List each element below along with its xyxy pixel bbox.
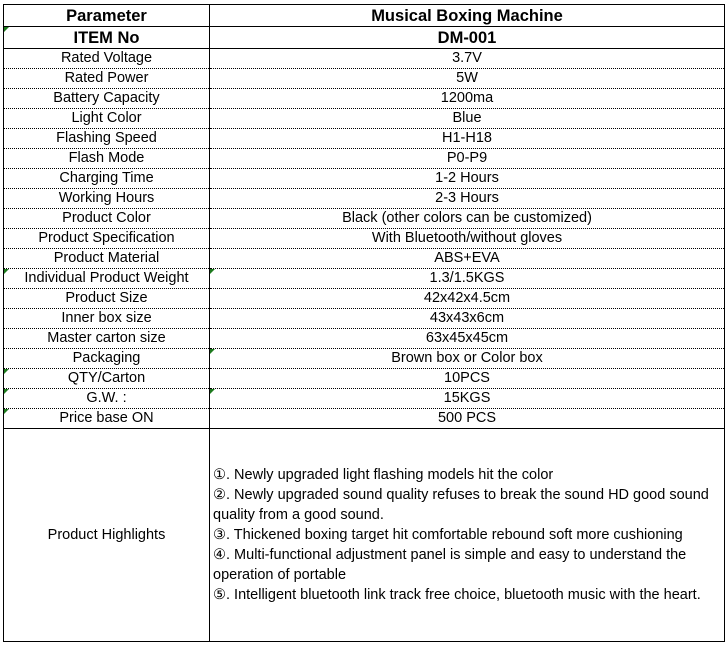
row-label: Flash Mode (4, 149, 210, 169)
row-value: Black (other colors can be customized) (210, 209, 725, 229)
highlight-item: ⑤. Intelligent bluetooth link track free choice, bluetooth music with the heart. (213, 587, 701, 603)
table-row (4, 109, 725, 129)
table-row (4, 409, 725, 429)
highlight-item: ③. Thickened boxing target hit comfortable rebound soft more cushioning (213, 527, 683, 543)
highlight-item: ①. Newly upgraded light flashing models hit the color (213, 467, 554, 483)
highlight-item: ④. Multi-functional adjustment panel is simple and easy to understand the operation of portable (213, 547, 687, 583)
cell-marker-icon (4, 389, 9, 394)
row-label: Product Material (4, 249, 210, 269)
row-label: Product Specification (4, 229, 210, 249)
highlights-text (210, 429, 725, 642)
row-label: Charging Time (4, 169, 210, 189)
row-label: Price base ON (4, 409, 210, 429)
row-label: Flashing Speed (4, 129, 210, 149)
cell-marker-icon (210, 389, 215, 394)
highlight-item: ②. Newly upgraded sound quality refuses to break the sound HD good sound quality from a good sound. (213, 487, 709, 523)
cell-marker-icon (4, 269, 9, 274)
row-value: Blue (210, 109, 725, 129)
row-label: Packaging (4, 349, 210, 369)
row-value: H1-H18 (210, 129, 725, 149)
row-value: 1200ma (210, 89, 725, 109)
row-label: G.W. : (4, 389, 210, 409)
table-row (4, 289, 725, 309)
cell-marker-icon (4, 27, 9, 32)
row-value: 2-3 Hours (210, 189, 725, 209)
item-no-value: DM-001 (210, 27, 725, 49)
row-label: Working Hours (4, 189, 210, 209)
header-row (4, 5, 725, 27)
table-row (4, 189, 725, 209)
row-label: Rated Voltage (4, 49, 210, 69)
highlights-label: Product Highlights (4, 429, 210, 642)
cell-marker-icon (4, 369, 9, 374)
table-row (4, 249, 725, 269)
table-row (4, 329, 725, 349)
item-no-label: ITEM No (4, 27, 210, 49)
row-value: 500 PCS (210, 409, 725, 429)
cell-marker-icon (210, 269, 215, 274)
header-parameter: Parameter (4, 5, 210, 27)
table-row (4, 389, 725, 409)
row-value: 1.3/1.5KGS (210, 269, 725, 289)
row-label: Master carton size (4, 329, 210, 349)
row-value: 63x45x45cm (210, 329, 725, 349)
table-row (4, 129, 725, 149)
row-label: Battery Capacity (4, 89, 210, 109)
row-value: 43x43x6cm (210, 309, 725, 329)
row-value: 10PCS (210, 369, 725, 389)
row-value: Brown box or Color box (210, 349, 725, 369)
table-row (4, 349, 725, 369)
row-value: P0-P9 (210, 149, 725, 169)
table-row (4, 169, 725, 189)
row-value: With Bluetooth/without gloves (210, 229, 725, 249)
item-no-row (4, 27, 725, 49)
highlights-row (4, 429, 725, 642)
cell-marker-icon (210, 349, 215, 354)
row-value: 5W (210, 69, 725, 89)
row-label: QTY/Carton (4, 369, 210, 389)
row-label: Rated Power (4, 69, 210, 89)
table-row (4, 269, 725, 289)
table-row (4, 369, 725, 389)
header-product-name: Musical Boxing Machine (210, 5, 725, 27)
row-value: 1-2 Hours (210, 169, 725, 189)
row-label: Product Color (4, 209, 210, 229)
spec-table (3, 4, 725, 642)
table-row (4, 229, 725, 249)
table-row (4, 69, 725, 89)
row-value: 3.7V (210, 49, 725, 69)
row-value: 15KGS (210, 389, 725, 409)
table-row (4, 89, 725, 109)
row-value: 42x42x4.5cm (210, 289, 725, 309)
row-label: Light Color (4, 109, 210, 129)
row-label: Inner box size (4, 309, 210, 329)
row-label: Individual Product Weight (4, 269, 210, 289)
row-label: Product Size (4, 289, 210, 309)
table-row (4, 209, 725, 229)
cell-marker-icon (4, 409, 9, 414)
table-row (4, 149, 725, 169)
table-row (4, 49, 725, 69)
table-row (4, 309, 725, 329)
row-value: ABS+EVA (210, 249, 725, 269)
